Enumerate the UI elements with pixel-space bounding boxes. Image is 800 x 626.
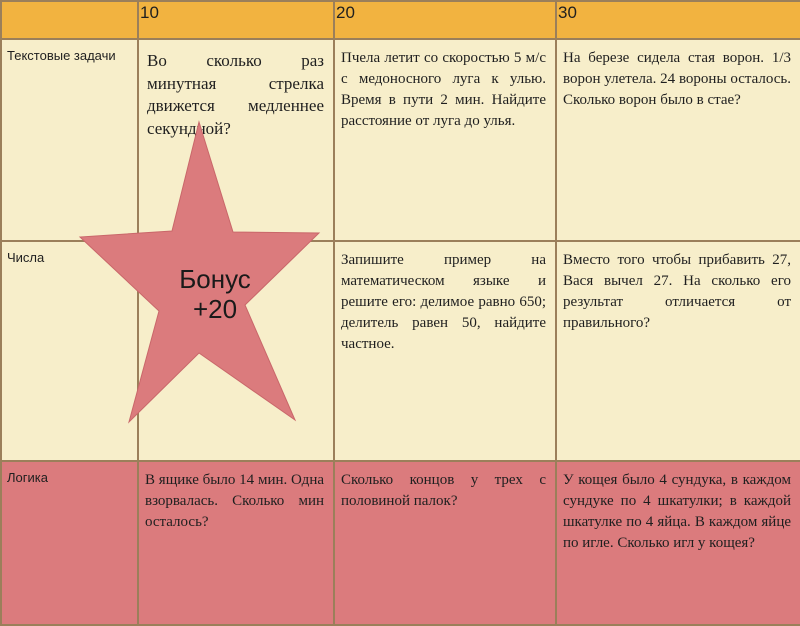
bonus-star-label: [140, 264, 290, 324]
row-label-numbers: Числа: [1, 241, 138, 461]
header-col-30: 30: [556, 1, 800, 39]
row-label-logic: Логика: [1, 461, 138, 625]
question-cell-logic-10[interactable]: В ящике было 14 мин. Одна взорвалась. Сколько мин осталось?: [138, 461, 334, 625]
header-row: [1, 1, 800, 39]
header-col-10: 10: [138, 1, 334, 39]
question-cell-numbers-20[interactable]: Запишите пример на математическом языке и решите его: делимое равно 650; делитель равен 50, найдите частное.: [334, 241, 556, 461]
question-cell-logic-20[interactable]: Сколько концов у трех с половиной палок?: [334, 461, 556, 625]
question-cell-text-20[interactable]: Пчела летит со скоростью 5 м/с с медоносного луга к улью. Время в пути 2 мин. Найдите расстояние от луга до улья.: [334, 39, 556, 241]
question-cell-logic-30[interactable]: У кощея было 4 сундука, в каждом сундуке по 4 шкатулки; в каждой шкатулке по 4 яйца. В каждом яйце по игле. Сколько игл у кощея?: [556, 461, 800, 625]
question-cell-text-30[interactable]: На березе сидела стая ворон. 1/3 ворон улетела. 24 вороны осталось. Сколько ворон было в стае?: [556, 39, 800, 241]
bonus-points: +20: [192, 294, 238, 324]
header-corner: [1, 1, 138, 39]
question-cell-numbers-30[interactable]: Вместо того чтобы прибавить 27, Вася вычел 27. На сколько его результат отличается от правильного?: [556, 241, 800, 461]
row-label-text-problems: Текстовые задачи: [1, 39, 138, 241]
question-cell-text-10[interactable]: Во сколько раз минутная стрелка движется медленнее секундной?: [138, 39, 334, 241]
header-col-20: 20: [334, 1, 556, 39]
row-logic: [1, 461, 800, 625]
bonus-title: Бонус: [179, 264, 251, 294]
